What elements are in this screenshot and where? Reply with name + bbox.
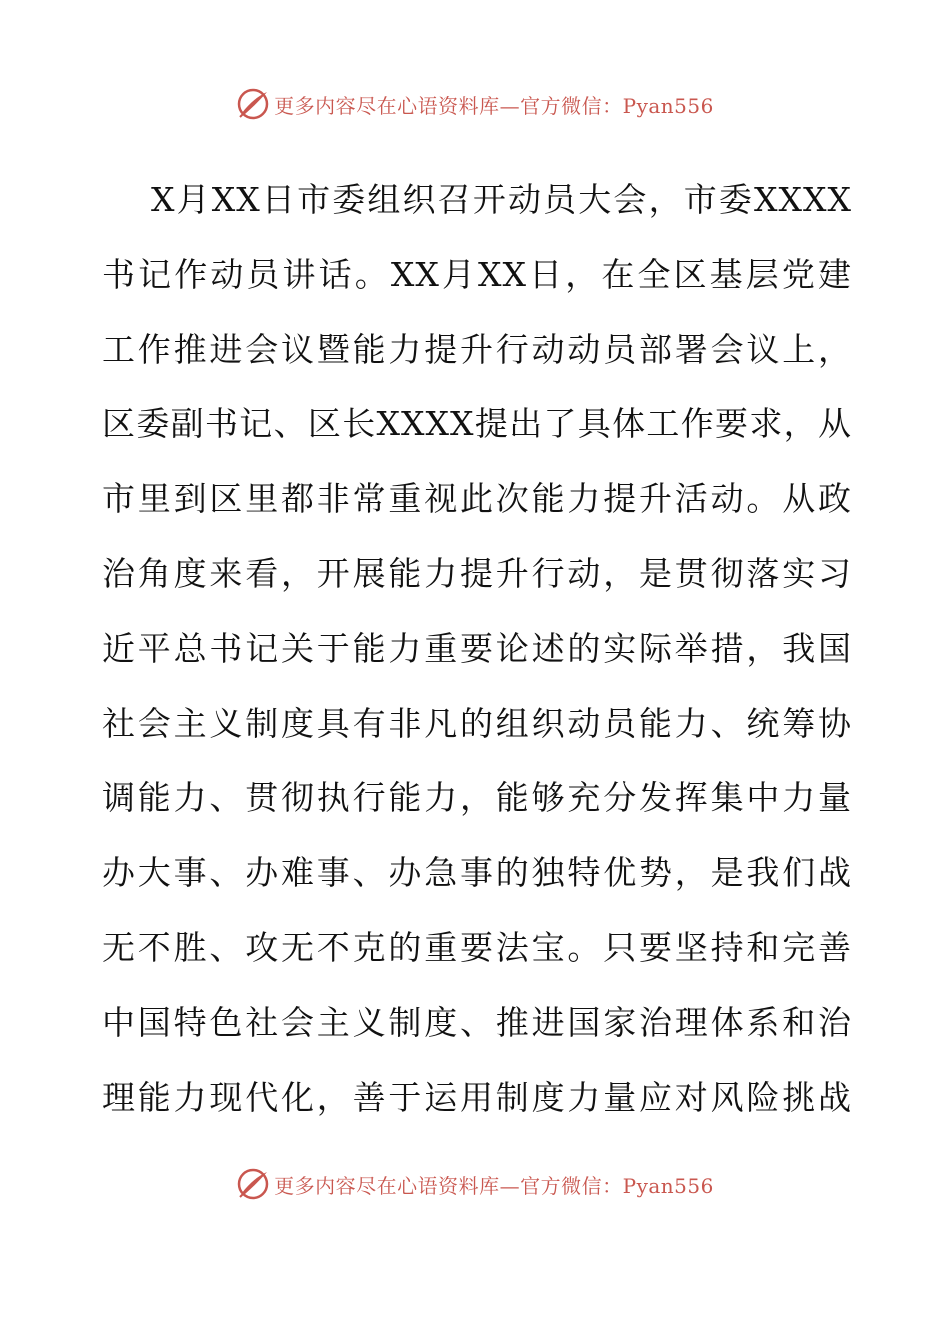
document-body [102, 163, 852, 1135]
body-line: 区委副书记、区长XXXX提出了具体工作要求，从 [102, 404, 852, 444]
quill-logo-icon [236, 87, 270, 121]
body-line: 中国特色社会主义制度、推进国家治理体系和治 [102, 1002, 852, 1042]
header-watermark-text: 更多内容尽在心语资料库—官方微信：Pyan556 [274, 93, 714, 118]
body-line: 市里到区里都非常重视此次能力提升活动。从政 [102, 479, 852, 519]
body-line: 理能力现代化，善于运用制度力量应对风险挑战 [102, 1077, 852, 1117]
body-line: 治角度来看，开展能力提升行动，是贯彻落实习 [102, 553, 852, 593]
footer-watermark-text: 更多内容尽在心语资料库—官方微信：Pyan556 [274, 1173, 714, 1198]
body-line: 书记作动员讲话。XX月XX日，在全区基层党建 [102, 254, 852, 294]
body-line: X月XX日市委组织召开动员大会，市委XXXX [151, 180, 852, 219]
body-line: 社会主义制度具有非凡的组织动员能力、统筹协 [102, 703, 852, 743]
footer-watermark [0, 1164, 950, 1204]
header-watermark [0, 84, 950, 124]
body-line: 无不胜、攻无不克的重要法宝。只要坚持和完善 [102, 927, 852, 967]
body-line: 近平总书记关于能力重要论述的实际举措，我国 [102, 628, 852, 668]
body-line: 调能力、贯彻执行能力，能够充分发挥集中力量 [102, 778, 852, 818]
body-line: 工作推进会议暨能力提升行动动员部署会议上， [102, 329, 852, 369]
body-line: 办大事、办难事、办急事的独特优势，是我们战 [102, 853, 852, 893]
quill-logo-icon [236, 1167, 270, 1201]
